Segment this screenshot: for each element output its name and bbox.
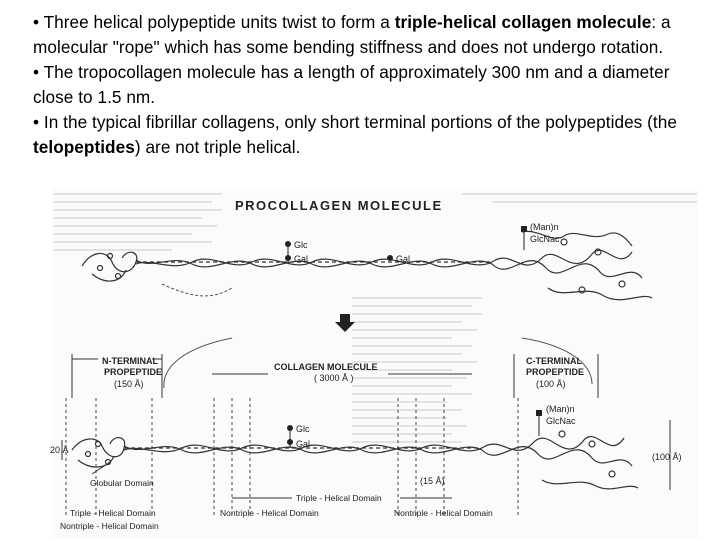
collagen-molecule-label: COLLAGEN MOLECULE xyxy=(274,362,378,372)
procollagen-diagram-svg xyxy=(52,188,698,538)
n-terminal-label: N-TERMINAL xyxy=(102,356,158,366)
top-gal-label: Gal xyxy=(294,254,309,264)
bullet-1-text: • Three helical polypeptide units twist to form a xyxy=(33,12,395,32)
diagram-title: PROCOLLAGEN MOLECULE xyxy=(235,198,443,213)
left-cleavage-arc xyxy=(162,284,232,296)
top-glc-label: Glc xyxy=(294,240,308,250)
bullet-1-text-end: : a molecular "rope" which has some bending stiffness and does not undergo rotation. xyxy=(33,12,671,57)
nontriple-helical-mid-label: Nontriple - Helical Domain xyxy=(220,508,319,518)
top-glcnac-label: GlcNac xyxy=(530,234,560,244)
bullet-3 xyxy=(33,110,713,160)
background-scan-lines xyxy=(54,194,697,442)
globular-domain-label: Globular Domain xyxy=(90,478,154,488)
bottom-glcnac-label: GlcNac xyxy=(546,416,576,426)
bullet-3-text-end: ) are not triple helical. xyxy=(134,137,301,157)
bullet-list xyxy=(33,10,713,160)
bullet-1-bold: triple-helical collagen molecule xyxy=(394,12,652,32)
bullet-2 xyxy=(33,60,713,110)
collagen-length-label: ( 3000 Å ) xyxy=(314,373,354,383)
bullet-3-text: • In the typical fibrillar collagens, only short terminal portions of the polypeptides (the xyxy=(33,112,677,132)
top-man-label: (Man)n xyxy=(530,222,559,232)
left-sweep-arc xyxy=(164,338,232,388)
top-gal2-label: Gal xyxy=(396,254,411,264)
triple-helical-left-label: Triple - Helical Domain xyxy=(70,508,156,518)
n-propeptide-length: (150 Å) xyxy=(114,379,144,389)
bullet-3-bold: telopeptides xyxy=(33,137,135,157)
right-dim-label: (100 Å) xyxy=(652,452,682,462)
bottom-procollagen-strand xyxy=(72,431,638,489)
bottom-glc-label: Glc xyxy=(296,424,310,434)
telopeptide-dim-label: (15 Å) xyxy=(420,476,445,486)
domain-boundary-lines xyxy=(66,398,518,518)
bullet-1 xyxy=(33,10,713,60)
bullet-2-text: • The tropocollagen molecule has a length of approximately 300 nm and a diameter close to 1.5 nm. xyxy=(33,62,670,107)
c-propeptide-label: PROPEPTIDE xyxy=(526,367,585,377)
triple-helical-center-label: Triple - Helical Domain xyxy=(296,493,382,503)
n-propeptide-label: PROPEPTIDE xyxy=(104,367,163,377)
nontriple-helical-left-label: Nontriple - Helical Domain xyxy=(60,521,159,531)
globular-pointer xyxy=(92,462,110,474)
c-propeptide-length: (100 Å) xyxy=(536,379,566,389)
left-dim-label: 20 Å xyxy=(50,445,69,455)
nontriple-helical-right-label: Nontriple - Helical Domain xyxy=(394,508,493,518)
bottom-gal-label: Gal xyxy=(296,439,311,449)
c-terminal-label: C-TERMINAL xyxy=(526,356,582,366)
bottom-man-label: (Man)n xyxy=(546,404,575,414)
procollagen-diagram xyxy=(52,188,698,538)
